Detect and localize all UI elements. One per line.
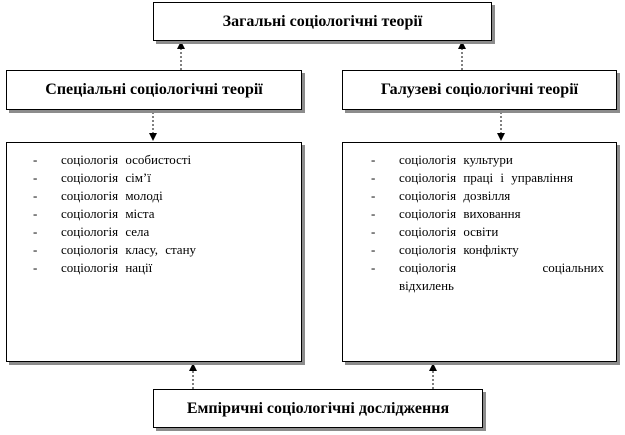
special-theories-box [6,70,302,110]
list-item: - соціологія культури [371,152,513,167]
list-item: - соціологія міста [33,206,155,221]
list-item: - соціологія конфлікту [371,242,519,257]
branch-theories-list-box [342,142,617,362]
list-item: - соціологія нації [33,260,153,275]
list-item: - соціологія молоді [33,188,163,203]
list-item: - соціологія соціальних відхилень [371,260,604,293]
list-item: - соціологія виховання [371,206,521,221]
list-item: - соціологія особистості [33,152,192,167]
list-item: - соціологія сім’ї [33,170,151,185]
general-theories-title: Загальні соціологічні теорії [222,12,423,30]
special-theories-list-box [6,142,302,362]
special-theories-list [33,151,301,277]
list-item: - соціологія класу, стану [33,242,197,257]
list-item: - соціологія освіти [371,224,499,239]
empirical-research-title: Емпіричні соціологічні дослідження [186,399,450,417]
list-item: - соціологія праці і управління [371,170,573,185]
branch-theories-box [342,70,617,110]
special-theories-title: Спеціальні соціологічні теорії [45,81,263,98]
branch-theories-list [371,151,604,295]
general-theories-box [153,2,492,41]
empirical-research-box [153,389,483,428]
branch-theories-title: Галузеві соціологічні теорії [380,81,579,98]
list-item: - соціологія дозвілля [371,188,511,203]
list-item: - соціологія села [33,224,150,239]
